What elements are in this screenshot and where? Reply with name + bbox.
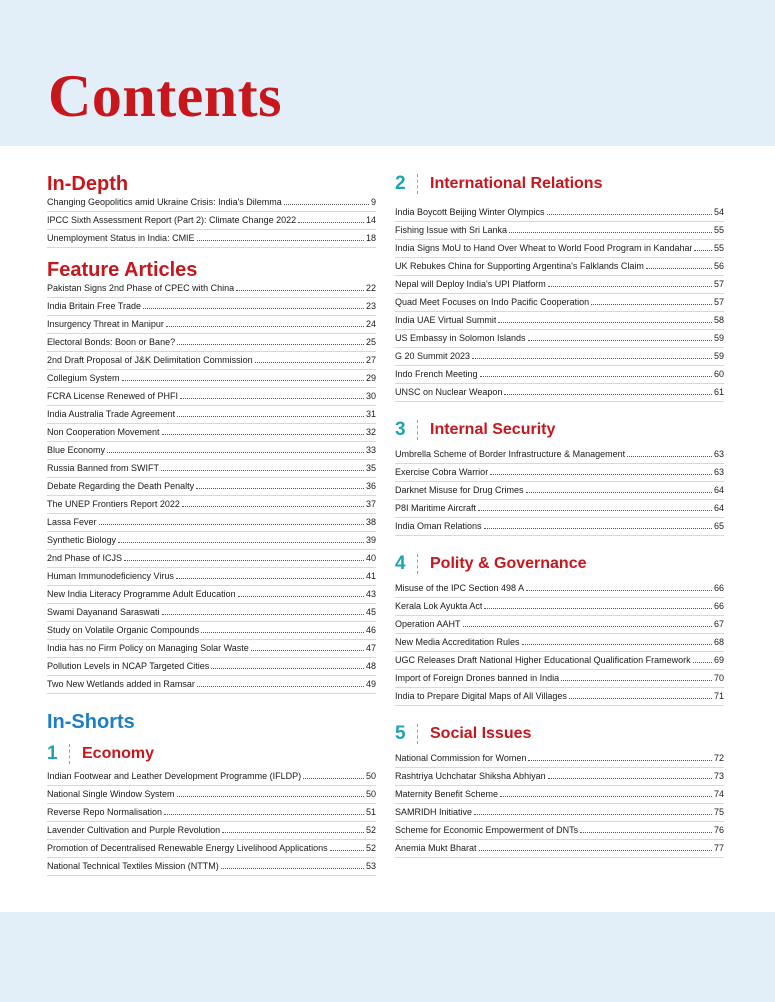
section-heading-in-shorts: In-Shorts <box>47 711 135 733</box>
toc-entry[interactable] <box>395 448 724 464</box>
toc-entry-page: 55 <box>713 225 724 235</box>
toc-entry-title: Nepal will Deploy India's UPI Platform <box>395 279 546 289</box>
toc-entry-title: National Single Window System <box>47 789 175 799</box>
toc-entry[interactable] <box>47 232 376 248</box>
toc-entry-title: Kerala Lok Ayukta Act <box>395 601 483 611</box>
leader-dots <box>162 614 364 615</box>
toc-entry[interactable] <box>395 806 724 822</box>
toc-entry-title: India Oman Relations <box>395 521 482 531</box>
toc-entry-title: Collegium System <box>47 373 120 383</box>
toc-entry[interactable] <box>47 214 376 230</box>
section-number: 4 <box>395 553 406 574</box>
toc-entry-title: Indo French Meeting <box>395 369 478 379</box>
toc-entry[interactable] <box>395 350 724 366</box>
toc-list <box>47 282 376 694</box>
toc-entry-title: Fishing Issue with Sri Lanka <box>395 225 508 235</box>
toc-entry-title: India to Prepare Digital Maps of All Villages <box>395 691 567 701</box>
leader-dots <box>122 380 364 381</box>
toc-entry-title: Unemployment Status in India: CMIE <box>47 233 195 243</box>
toc-entry-title: SAMRIDH Initiative <box>395 807 473 817</box>
toc-entry[interactable] <box>47 642 376 658</box>
toc-entry-title: Human Immunodeficiency Virus <box>47 571 174 581</box>
toc-entry-title: India Australia Trade Agreement <box>47 409 176 419</box>
toc-entry-page: 46 <box>365 625 376 635</box>
right-column <box>395 172 724 860</box>
toc-entry-title: India Britain Free Trade <box>47 301 142 311</box>
toc-entry-title: India has no Firm Policy on Managing Solar Waste <box>47 643 249 653</box>
toc-entry-page: 68 <box>713 637 724 647</box>
leader-dots <box>107 452 364 453</box>
toc-entry-page: 43 <box>365 589 376 599</box>
toc-entry[interactable] <box>395 824 724 840</box>
toc-entry-title: The UNEP Frontiers Report 2022 <box>47 499 180 509</box>
toc-entry[interactable] <box>395 770 724 786</box>
toc-entry[interactable] <box>47 588 376 604</box>
leader-dots <box>161 470 364 471</box>
toc-entry[interactable] <box>395 278 724 294</box>
toc-entry-title: IPCC Sixth Assessment Report (Part 2): Climate Change 2022 <box>47 215 297 225</box>
toc-entry-title: UK Rebukes China for Supporting Argentina's Falklands Claim <box>395 261 644 271</box>
toc-entry-title: Russia Banned from SWIFT <box>47 463 160 473</box>
toc-entry-title: Reverse Repo Normalisation <box>47 807 163 817</box>
leader-dots <box>490 474 712 475</box>
leader-dots <box>118 542 364 543</box>
section-title: Internal Security <box>430 421 556 438</box>
leader-dots <box>162 434 364 435</box>
toc-entry-page: 63 <box>713 449 724 459</box>
toc-entry-page: 57 <box>713 279 724 289</box>
toc-entry-page: 31 <box>365 409 376 419</box>
toc-entry-title: Maternity Benefit Scheme <box>395 789 499 799</box>
toc-entry-title: US Embassy in Solomon Islands <box>395 333 526 343</box>
leader-dots <box>124 560 364 561</box>
toc-entry-title: Non Cooperation Movement <box>47 427 160 437</box>
toc-entry[interactable] <box>395 582 724 598</box>
toc-entry-page: 64 <box>713 485 724 495</box>
leader-dots <box>484 608 712 609</box>
toc-entry-title: Study on Volatile Organic Compounds <box>47 625 200 635</box>
leader-dots <box>303 778 364 779</box>
leader-dots <box>99 524 364 525</box>
toc-entry-page: 66 <box>713 601 724 611</box>
toc-entry-page: 73 <box>713 771 724 781</box>
section-number: 3 <box>395 419 406 440</box>
toc-entry-title: Misuse of the IPC Section 498 A <box>395 583 525 593</box>
footer-band <box>0 912 775 1002</box>
toc-entry[interactable] <box>395 260 724 276</box>
divider <box>69 744 70 764</box>
toc-entry-page: 50 <box>365 771 376 781</box>
toc-entry-page: 38 <box>365 517 376 527</box>
toc-entry[interactable] <box>395 386 724 402</box>
toc-entry-title: G 20 Summit 2023 <box>395 351 471 361</box>
leader-dots <box>548 286 712 287</box>
leader-dots <box>330 850 364 851</box>
toc-entry-page: 51 <box>365 807 376 817</box>
leader-dots <box>143 308 364 309</box>
section-heading-internal-security <box>395 418 724 442</box>
toc-entry-page: 75 <box>713 807 724 817</box>
toc-entry[interactable] <box>47 462 376 478</box>
toc-entry[interactable] <box>47 606 376 622</box>
toc-entry[interactable] <box>395 332 724 348</box>
toc-list <box>395 582 724 706</box>
toc-entry[interactable] <box>47 516 376 532</box>
leader-dots <box>522 644 712 645</box>
leader-dots <box>509 232 712 233</box>
section-title: International Relations <box>430 175 603 192</box>
toc-entry-title: Blue Economy <box>47 445 106 455</box>
divider <box>417 724 418 744</box>
toc-entry[interactable] <box>47 860 376 876</box>
leader-dots <box>474 814 712 815</box>
toc-entry[interactable] <box>47 282 376 298</box>
leader-dots <box>177 796 364 797</box>
toc-entry[interactable] <box>47 788 376 804</box>
toc-entry[interactable] <box>395 600 724 616</box>
toc-entry-page: 65 <box>713 521 724 531</box>
toc-entry[interactable] <box>47 196 376 212</box>
toc-entry-page: 41 <box>365 571 376 581</box>
section-heading-feature-articles: Feature Articles <box>47 259 198 281</box>
toc-entry-page: 52 <box>365 825 376 835</box>
toc-entry-title: Promotion of Decentralised Renewable Energy Livelihood Applications <box>47 843 328 853</box>
page-title: Contents <box>48 63 283 129</box>
toc-list <box>395 448 724 536</box>
leader-dots <box>500 796 712 797</box>
leader-dots <box>646 268 712 269</box>
toc-entry[interactable] <box>395 314 724 330</box>
section-title: Polity & Governance <box>430 555 587 572</box>
toc-entry-title: Lassa Fever <box>47 517 97 527</box>
toc-entry-page: 45 <box>365 607 376 617</box>
toc-entry[interactable] <box>395 502 724 518</box>
toc-entry-page: 25 <box>365 337 376 347</box>
section-title: Social Issues <box>430 725 532 742</box>
leader-dots <box>180 398 364 399</box>
toc-entry[interactable] <box>395 242 724 258</box>
toc-entry-page: 39 <box>365 535 376 545</box>
toc-entry-page: 60 <box>713 369 724 379</box>
toc-entry[interactable] <box>395 842 724 858</box>
toc-entry-title: Scheme for Economic Empowerment of DNTs <box>395 825 579 835</box>
leader-dots <box>196 488 364 489</box>
leader-dots <box>472 358 712 359</box>
toc-entry[interactable] <box>47 806 376 822</box>
toc-entry-title: P8I Maritime Aircraft <box>395 503 477 513</box>
leader-dots <box>693 662 712 663</box>
toc-entry-title: Lavender Cultivation and Purple Revolution <box>47 825 221 835</box>
leader-dots <box>526 492 712 493</box>
leader-dots <box>547 214 712 215</box>
toc-entry-title: New India Literacy Programme Adult Education <box>47 589 236 599</box>
toc-entry[interactable] <box>395 224 724 240</box>
leader-dots <box>548 778 712 779</box>
toc-entry-page: 9 <box>370 197 376 207</box>
leader-dots <box>201 632 364 633</box>
toc-list <box>395 752 724 858</box>
leader-dots <box>591 304 712 305</box>
toc-entry-title: Pollution Levels in NCAP Targeted Cities <box>47 661 210 671</box>
toc-entry[interactable] <box>395 368 724 384</box>
toc-entry[interactable] <box>47 300 376 316</box>
toc-entry[interactable] <box>47 318 376 334</box>
leader-dots <box>569 698 712 699</box>
toc-entry-title: India Boycott Beijing Winter Olympics <box>395 207 545 217</box>
leader-dots <box>211 668 364 669</box>
toc-list <box>395 206 724 402</box>
section-heading-in-depth: In-Depth <box>47 173 129 195</box>
toc-entry[interactable] <box>47 498 376 514</box>
toc-entry-page: 64 <box>713 503 724 513</box>
toc-entry[interactable] <box>47 534 376 550</box>
toc-entry-page: 57 <box>713 297 724 307</box>
left-column <box>47 172 376 878</box>
toc-entry[interactable] <box>395 636 724 652</box>
leader-dots <box>504 394 712 395</box>
toc-entry[interactable] <box>47 552 376 568</box>
toc-entry-title: UNSC on Nuclear Weapon <box>395 387 503 397</box>
toc-entry[interactable] <box>47 372 376 388</box>
leader-dots <box>238 596 364 597</box>
toc-entry[interactable] <box>395 466 724 482</box>
toc-entry-page: 66 <box>713 583 724 593</box>
toc-entry-title: Operation AAHT <box>395 619 461 629</box>
toc-entry-page: 32 <box>365 427 376 437</box>
leader-dots <box>484 528 712 529</box>
toc-entry-title: Import of Foreign Drones banned in India <box>395 673 560 683</box>
section-heading-economy <box>47 742 376 766</box>
toc-entry[interactable] <box>395 484 724 500</box>
toc-entry-title: Rashtriya Uchchatar Shiksha Abhiyan <box>395 771 546 781</box>
leader-dots <box>480 376 712 377</box>
toc-entry-page: 22 <box>365 283 376 293</box>
toc-entry-title: Anemia Mukt Bharat <box>395 843 477 853</box>
divider <box>417 174 418 194</box>
toc-entry-page: 52 <box>365 843 376 853</box>
leader-dots <box>561 680 712 681</box>
toc-entry-title: National Commission for Women <box>395 753 527 763</box>
toc-entry-page: 36 <box>365 481 376 491</box>
toc-entry-title: Exercise Cobra Warrior <box>395 467 489 477</box>
leader-dots <box>236 290 364 291</box>
leader-dots <box>526 590 712 591</box>
divider <box>417 420 418 440</box>
toc-entry-page: 54 <box>713 207 724 217</box>
toc-entry-title: India UAE Virtual Summit <box>395 315 497 325</box>
leader-dots <box>255 362 364 363</box>
toc-entry-page: 59 <box>713 333 724 343</box>
toc-entry-page: 35 <box>365 463 376 473</box>
toc-entry-page: 58 <box>713 315 724 325</box>
section-heading-social-issues <box>395 722 724 746</box>
section-heading-international-relations <box>395 172 724 196</box>
toc-entry-title: Swami Dayanand Saraswati <box>47 607 160 617</box>
toc-entry-page: 56 <box>713 261 724 271</box>
toc-entry[interactable] <box>47 426 376 442</box>
toc-entry[interactable] <box>395 654 724 670</box>
section-number: 1 <box>47 743 58 764</box>
toc-entry[interactable] <box>395 788 724 804</box>
toc-entry[interactable] <box>47 354 376 370</box>
leader-dots <box>222 832 364 833</box>
toc-entry-title: Pakistan Signs 2nd Phase of CPEC with China <box>47 283 235 293</box>
toc-entry[interactable] <box>395 752 724 768</box>
toc-entry-title: UGC Releases Draft National Higher Educational Qualification Framework <box>395 655 691 665</box>
toc-entry-page: 40 <box>365 553 376 563</box>
leader-dots <box>498 322 712 323</box>
toc-entry-page: 48 <box>365 661 376 671</box>
toc-entry-page: 27 <box>365 355 376 365</box>
toc-entry[interactable] <box>395 296 724 312</box>
toc-entry-page: 23 <box>365 301 376 311</box>
leader-dots <box>177 416 364 417</box>
toc-entry-title: Changing Geopolitics amid Ukraine Crisis: India's Dilemma <box>47 197 282 207</box>
toc-entry[interactable] <box>47 570 376 586</box>
toc-entry-title: Insurgency Threat in Manipur <box>47 319 164 329</box>
toc-entry-page: 69 <box>713 655 724 665</box>
section-heading-polity-governance <box>395 552 724 576</box>
toc-entry[interactable] <box>47 336 376 352</box>
toc-entry-page: 63 <box>713 467 724 477</box>
toc-entry-page: 18 <box>365 233 376 243</box>
toc-entry-page: 50 <box>365 789 376 799</box>
toc-entry-title: Umbrella Scheme of Border Infrastructure & Management <box>395 449 626 459</box>
toc-entry[interactable] <box>395 520 724 536</box>
toc-entry-title: New Media Accreditation Rules <box>395 637 520 647</box>
leader-dots <box>176 578 364 579</box>
toc-entry-page: 74 <box>713 789 724 799</box>
toc-entry-title: FCRA License Renewed of PHFI <box>47 391 179 401</box>
toc-entry[interactable] <box>47 842 376 858</box>
section-title: Economy <box>82 745 155 762</box>
leader-dots <box>479 850 712 851</box>
leader-dots <box>463 626 712 627</box>
toc-entry[interactable] <box>47 770 376 786</box>
leader-dots <box>221 868 364 869</box>
toc-entry-title: Indian Footwear and Leather Development Programme (IFLDP) <box>47 771 302 781</box>
toc-entry-title: Debate Regarding the Death Penalty <box>47 481 195 491</box>
section-number: 2 <box>395 173 406 194</box>
leader-dots <box>177 344 364 345</box>
toc-entry-title: Darknet Misuse for Drug Crimes <box>395 485 524 495</box>
toc-entry-title: Quad Meet Focuses on Indo Pacific Cooperation <box>395 297 590 307</box>
toc-entry-title: National Technical Textiles Mission (NTTM) <box>47 861 219 871</box>
toc-entry[interactable] <box>47 390 376 406</box>
leader-dots <box>478 510 712 511</box>
toc-entry-title: 2nd Phase of ICJS <box>47 553 123 563</box>
section-number: 5 <box>395 723 406 744</box>
leader-dots <box>197 686 364 687</box>
toc-entry[interactable] <box>395 206 724 222</box>
toc-entry[interactable] <box>395 690 724 706</box>
leader-dots <box>528 760 712 761</box>
toc-entry-page: 24 <box>365 319 376 329</box>
leader-dots <box>298 222 364 223</box>
toc-entry-page: 47 <box>365 643 376 653</box>
toc-entry[interactable] <box>47 624 376 640</box>
toc-entry-title: Synthetic Biology <box>47 535 117 545</box>
toc-entry-title: 2nd Draft Proposal of J&K Delimitation Commission <box>47 355 253 365</box>
toc-entry-page: 53 <box>365 861 376 871</box>
leader-dots <box>580 832 712 833</box>
toc-entry-page: 71 <box>713 691 724 701</box>
toc-entry-page: 70 <box>713 673 724 683</box>
toc-entry-page: 67 <box>713 619 724 629</box>
toc-entry[interactable] <box>47 824 376 840</box>
leader-dots <box>166 326 364 327</box>
toc-entry-page: 76 <box>713 825 724 835</box>
toc-entry-page: 49 <box>365 679 376 689</box>
toc-entry[interactable] <box>47 660 376 676</box>
toc-entry-title: Electoral Bonds: Boon or Bane? <box>47 337 176 347</box>
toc-entry[interactable] <box>47 408 376 424</box>
toc-list <box>47 770 376 876</box>
toc-entry[interactable] <box>395 672 724 688</box>
leader-dots <box>197 240 364 241</box>
toc-entry-title: India Signs MoU to Hand Over Wheat to World Food Program in Kandahar <box>395 243 693 253</box>
toc-entry-page: 77 <box>713 843 724 853</box>
toc-entry-page: 55 <box>713 243 724 253</box>
toc-list <box>47 196 376 248</box>
toc-entry-page: 72 <box>713 753 724 763</box>
toc-entry[interactable] <box>47 444 376 460</box>
toc-entry[interactable] <box>395 618 724 634</box>
toc-entry-title: Two New Wetlands added in Ramsar <box>47 679 195 689</box>
toc-entry-page: 29 <box>365 373 376 383</box>
leader-dots <box>284 204 369 205</box>
leader-dots <box>182 506 364 507</box>
divider <box>417 554 418 574</box>
toc-entry-page: 14 <box>365 215 376 225</box>
leader-dots <box>164 814 364 815</box>
toc-entry-page: 30 <box>365 391 376 401</box>
leader-dots <box>627 456 712 457</box>
toc-entry[interactable] <box>47 678 376 694</box>
toc-entry-page: 61 <box>713 387 724 397</box>
leader-dots <box>694 250 712 251</box>
toc-entry-page: 33 <box>365 445 376 455</box>
toc-entry-page: 37 <box>365 499 376 509</box>
toc-entry[interactable] <box>47 480 376 496</box>
toc-entry-page: 59 <box>713 351 724 361</box>
leader-dots <box>528 340 712 341</box>
leader-dots <box>251 650 364 651</box>
